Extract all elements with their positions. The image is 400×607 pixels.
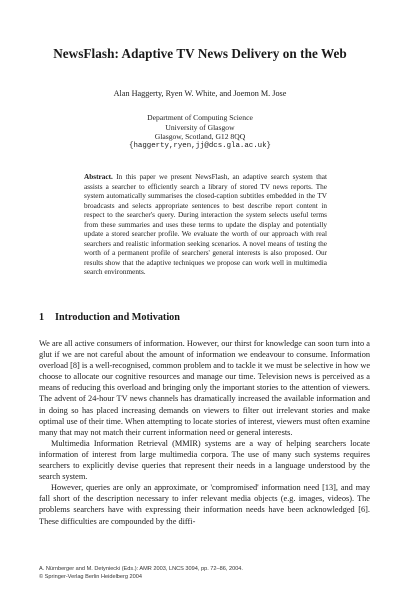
paragraph: We are all active consumers of information. However, our thirst for knowledge can soon turn into a glut if we are not careful about the amount of information we endeavour to consume. Information overload [8] is a well-recognised, common problem and to tackle it we must be selective in how we choose to allocate our cognitive resources and manage our time. Television news is perceived as a means of reducing this overload and bringing only the important stories to the attention of viewers. The advent of 24-hour TV news channels has dramatically increased the available information and in doing so has placed increasing demands on viewers to filter out irrelevant stories and make optimal use of their time. When attempting to locate stories of interest, viewers must often examine many that may not match their current information need or general interests. — [39, 339, 370, 437]
section-number: 1 — [39, 312, 45, 323]
affiliation-department: Department of Computing Science — [147, 113, 253, 122]
paper-title: NewsFlash: Adaptive TV News Delivery on the Web — [53, 46, 347, 61]
affiliation-block — [0, 113, 400, 151]
affiliation-university: University of Glasgow — [165, 122, 235, 132]
paragraph: Multimedia Information Retrieval (MMIR) systems are a way of helping searchers locate information of interest from large multimedia corpora. The use of many such systems requires searchers to explicitly devise queries that represent their needs in a language understood by the search system. — [39, 438, 370, 482]
abstract-text: In this paper we present NewsFlash, an adaptive search system that assists a searcher to efficiently search a library of stored TV news reports. The system automatically summarises the closed-caption subtitles embedded in the TV broadcasts and selects appropriate sentences to best describe report content in respect to the searcher's query. During interaction the system selects useful terms from these summaries and uses these terms to update the display and potentially update a stored searcher profile. We evaluate the worth of our approach with real searchers and realistic information seeking scenarios. A novel means of testing the worth of a permanent profile of searchers' general interests is also proposed. Our results show that the adaptive techniques we propose can work well in multimedia search environments. — [84, 173, 327, 277]
page-footer — [39, 565, 379, 582]
body-text — [39, 338, 370, 527]
citation-line: A. Nürnberger and M. Detyniecki (Eds.): AMR 2003, LNCS 3094, pp. 72–86, 2004. — [39, 566, 243, 572]
affiliation-address: Glasgow, Scotland, G12 8QQ — [154, 132, 246, 142]
author-list: Alan Haggerty, Ryen W. White, and Joemon M. Jose — [113, 89, 287, 98]
abstract-label: Abstract. — [84, 173, 113, 181]
section-heading — [39, 312, 369, 323]
copyright-line: © Springer-Verlag Berlin Heidelberg 2004 — [39, 574, 143, 581]
abstract — [84, 173, 327, 278]
paragraph: However, queries are only an approximate, or 'compromised' information need [13], and may fall short of the description necessary to infer relevant media objects (e.g. images, videos). The problems searchers have with expressing their information needs have been acknowledged [6]. These difficulties are compounded by the diffi- — [39, 483, 370, 526]
author-email: {haggerty,ryen,jj@dcs.gla.ac.uk} — [129, 141, 271, 150]
section-title: Introduction and Motivation — [55, 312, 180, 323]
